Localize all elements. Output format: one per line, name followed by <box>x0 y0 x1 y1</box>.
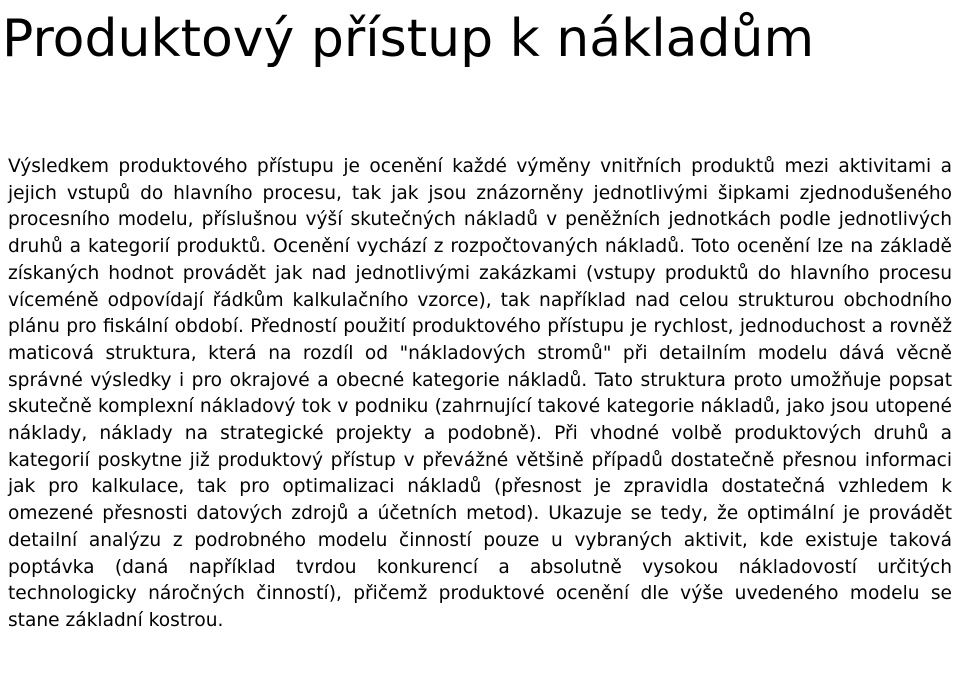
slide-title: Produktový přístup k nákladům <box>2 9 815 69</box>
slide-body-paragraph: Výsledkem produktového přístupu je ocenění každé výměny vnitřních produktů mezi aktivitami a jejich vstupů do hlavního procesu, tak jak jsou znázorněny jednotlivými šipkami zjednodušeného procesního modelu, příslušnou výší skutečných nákladů v peněžních jednotkách podle jednotlivých druhů a kategorií produktů. Ocenění vychází z rozpočtovaných nákladů. Toto ocenění lze na základě získaných hodnot provádět jak nad jednotlivými zakázkami (vstupy produktů do hlavního procesu víceméně odpovídají řádkům kalkulačního vzorce), tak například nad celou strukturou obchodního plánu pro fiskální období. Předností použití produktového přístupu je rychlost, jednoduchost a rovněž maticová struktura, která na rozdíl od "nákladových stromů" při detailním modelu dává věcně správné výsledky i pro okrajové a obecné kategorie nákladů. Tato struktura proto umožňuje popsat skutečně komplexní nákladový tok v podniku (zahrnující takové kategorie nákladů, jako jsou utopené náklady, náklady na strategické projekty a podobně). Při vhodné volbě produktových druhů a kategorií poskytne již produktový přístup v převážné většině případů dostatečně přesnou informaci jak pro kalkulace, tak pro optimalizaci nákladů (přesnost je zpravidla dostatečná vzhledem k omezené přesnosti datových zdrojů a účetních metod). Ukazuje se tedy, že optimální je provádět detailní analýzu z podrobného modelu činností pouze u vybraných aktivit, kde existuje taková poptávka (daná například tvrdou konkurencí a absolutně vysokou nákladovostí určitých technologicky náročných činností), přičemž produktové ocenění dle výše uvedeného modelu se stane základní kostrou. <box>8 156 952 631</box>
